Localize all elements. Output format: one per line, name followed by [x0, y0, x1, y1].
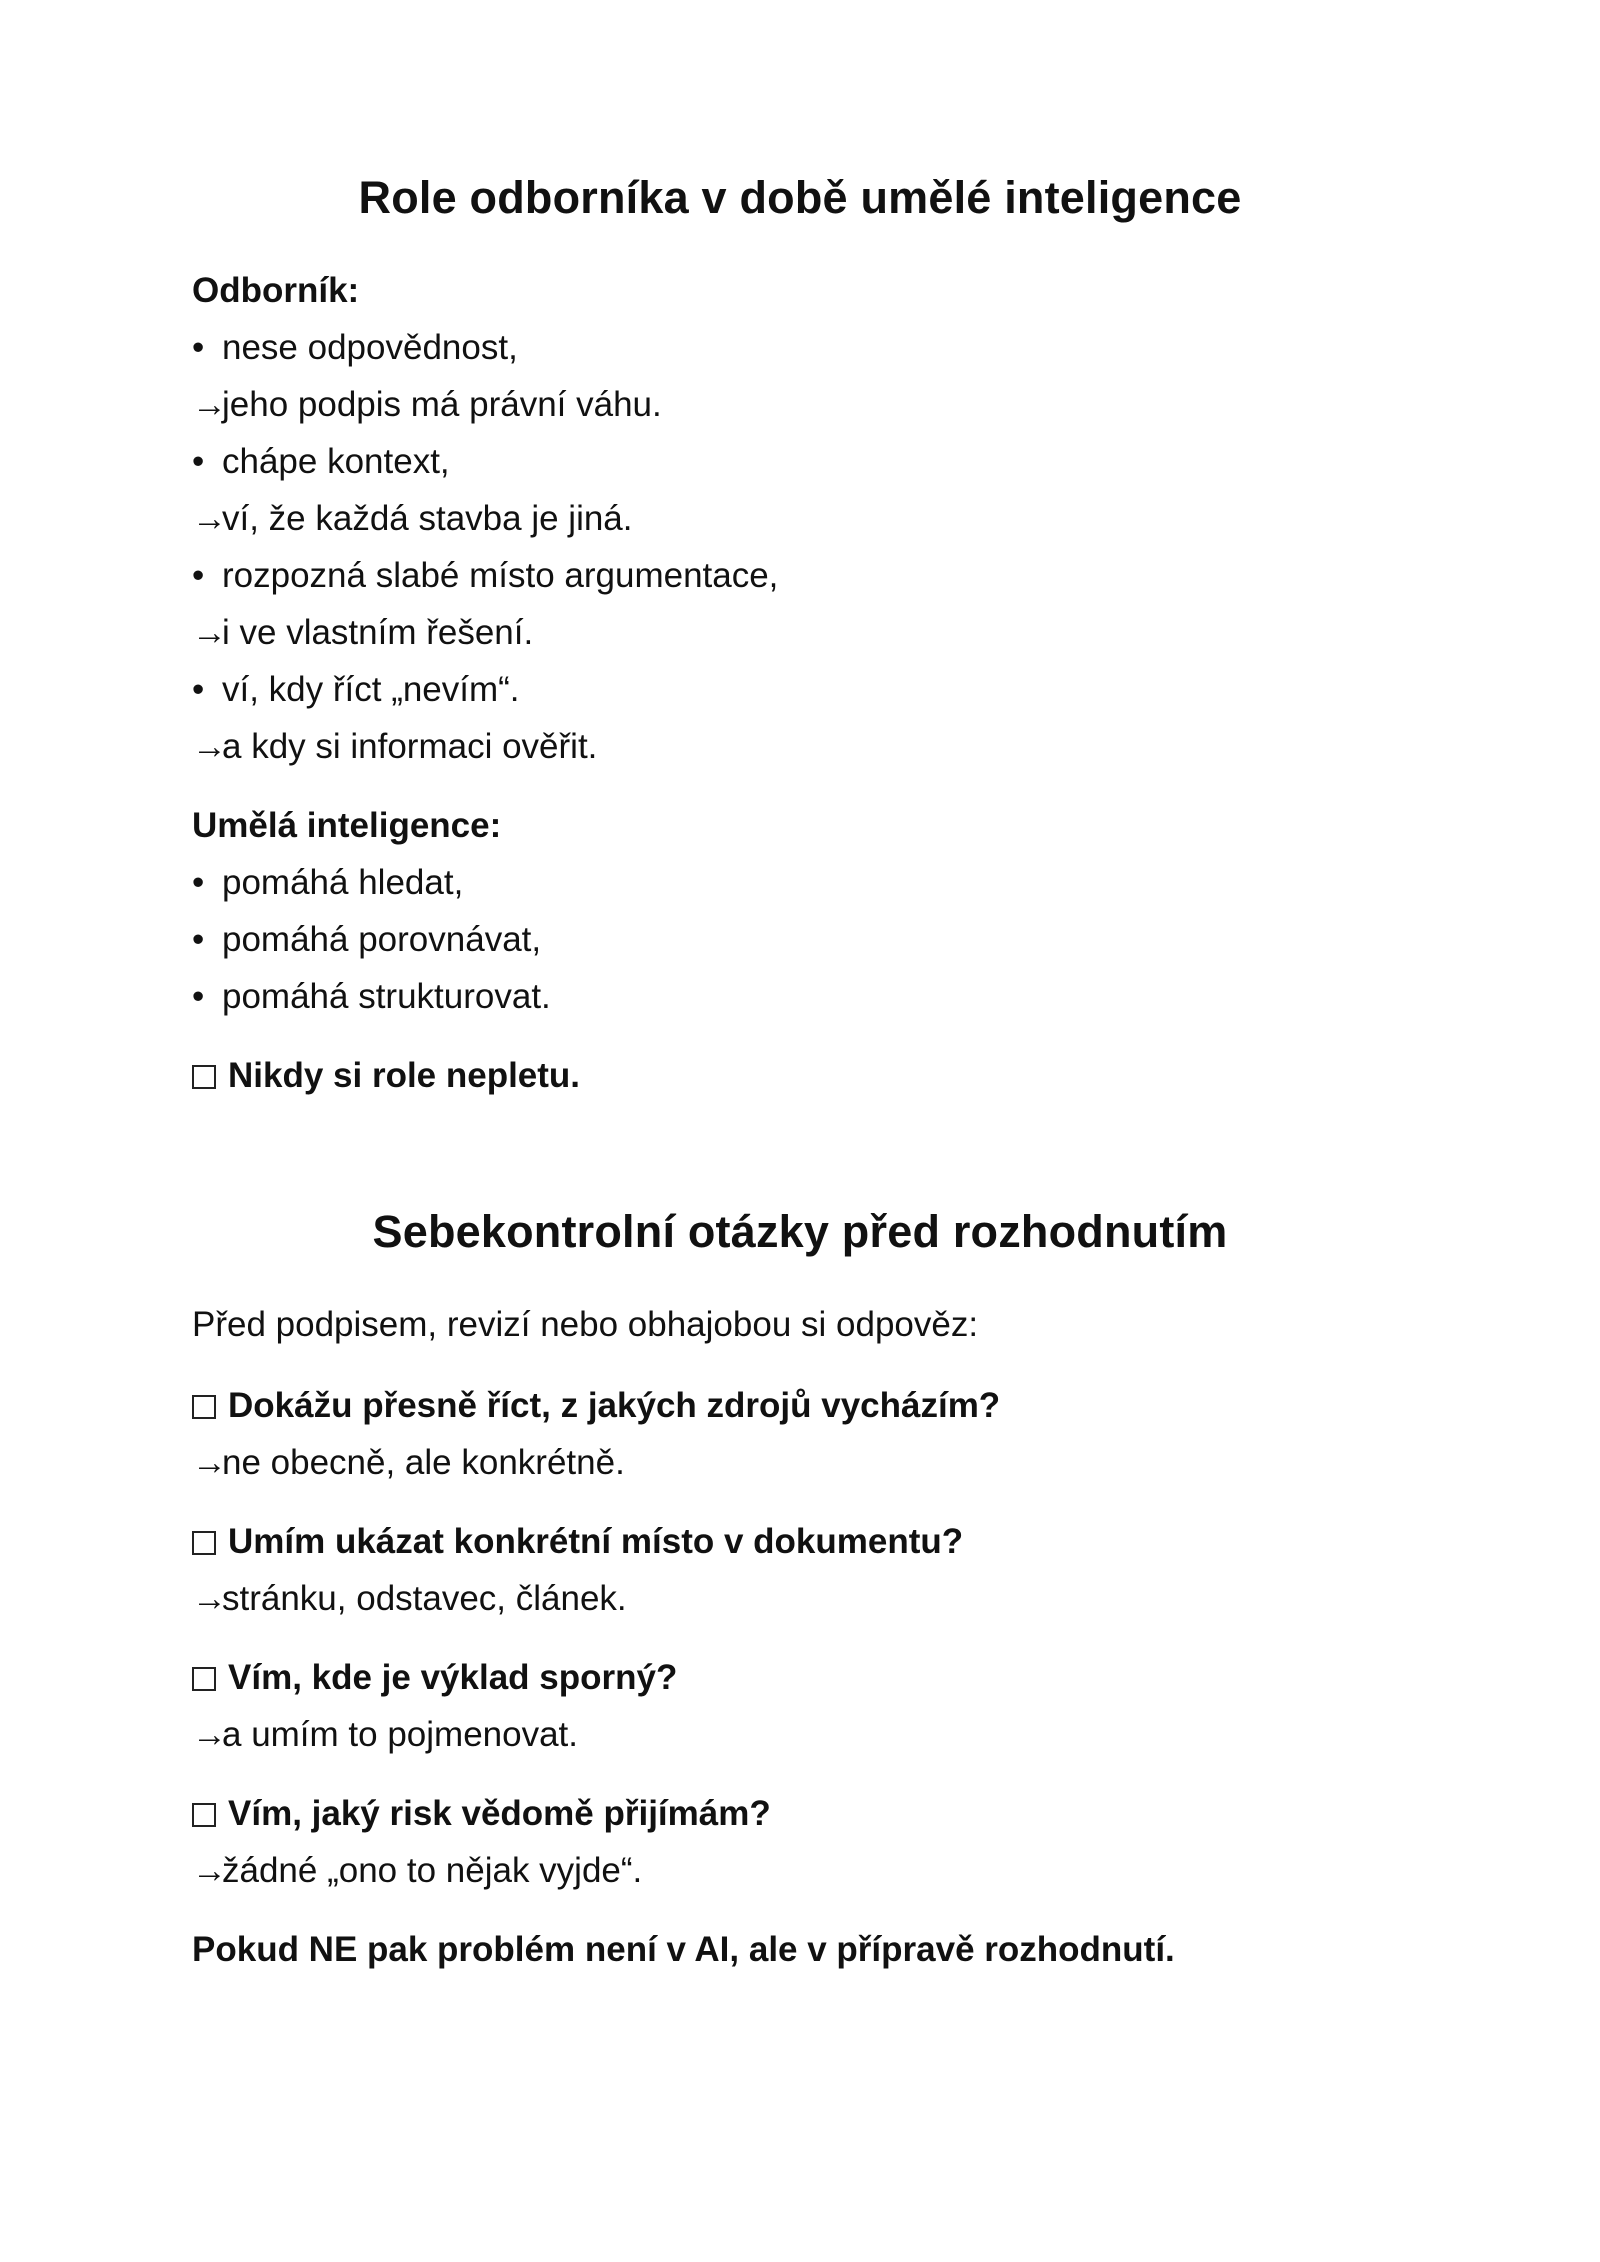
- arrow-right-icon: →: [192, 1579, 227, 1618]
- arrow-right-icon: →: [192, 1443, 227, 1482]
- spacer: [192, 1763, 1442, 1785]
- arrow-right-icon: →: [192, 499, 227, 538]
- bullet-icon: •: [192, 977, 205, 1016]
- list-item-text: pomáhá porovnávat,: [222, 920, 542, 959]
- spacer: [192, 775, 1442, 797]
- checklist-item-roles[interactable]: [192, 1047, 1442, 1104]
- list-item-text: ví, že každá stavba je jiná.: [222, 499, 633, 538]
- arrow-right-icon: →: [192, 385, 227, 424]
- bullet-icon: •: [192, 670, 205, 709]
- question-note-text: žádné „ono to nějak vyjde“.: [222, 1851, 643, 1890]
- checkbox-icon[interactable]: [192, 1065, 216, 1089]
- question-note: [192, 1706, 1442, 1763]
- list-item-text: nese odpovědnost,: [222, 328, 518, 367]
- arrow-right-icon: →: [192, 727, 227, 766]
- question-text: Dokážu přesně říct, z jakých zdrojů vycházím?: [228, 1386, 1001, 1425]
- question-item[interactable]: [192, 1377, 1442, 1434]
- self-check-section: [192, 1296, 1442, 1978]
- list-item-text: a kdy si informaci ověřit.: [222, 727, 598, 766]
- list-item: [192, 968, 1442, 1025]
- spacer: [192, 1025, 1442, 1047]
- spacer: [192, 1627, 1442, 1649]
- question-note: [192, 1434, 1442, 1491]
- question-item[interactable]: [192, 1649, 1442, 1706]
- expert-section: [192, 262, 1442, 1104]
- list-item: [192, 547, 1442, 604]
- list-item: [192, 433, 1442, 490]
- arrow-right-icon: →: [192, 1715, 227, 1754]
- bullet-icon: •: [192, 556, 205, 595]
- list-item-text: rozpozná slabé místo argumentace,: [222, 556, 779, 595]
- expert-heading: Odborník:: [192, 271, 360, 310]
- list-item-text: pomáhá hledat,: [222, 863, 464, 902]
- checkbox-icon[interactable]: [192, 1395, 216, 1419]
- list-item: [192, 718, 1442, 775]
- checkbox-icon[interactable]: [192, 1667, 216, 1691]
- checkbox-icon[interactable]: [192, 1531, 216, 1555]
- list-item: [192, 911, 1442, 968]
- ai-heading: Umělá inteligence:: [192, 806, 502, 845]
- question-note-text: a umím to pojmenovat.: [222, 1715, 578, 1754]
- section-title-self-check: Sebekontrolní otázky před rozhodnutím: [372, 1206, 1228, 1257]
- bullet-icon: •: [192, 328, 205, 367]
- list-item-text: ví, kdy říct „nevím“.: [222, 670, 520, 709]
- arrow-right-icon: →: [192, 1851, 227, 1890]
- list-item-text: chápe kontext,: [222, 442, 450, 481]
- checklist-item-text: Nikdy si role nepletu.: [228, 1056, 581, 1095]
- checkbox-icon[interactable]: [192, 1803, 216, 1827]
- bullet-icon: •: [192, 863, 205, 902]
- intro-text: Před podpisem, revizí nebo obhajobou si odpověz:: [192, 1305, 979, 1344]
- question-text: Umím ukázat konkrétní místo v dokumentu?: [228, 1522, 964, 1561]
- question-item[interactable]: [192, 1785, 1442, 1842]
- question-text: Vím, jaký risk vědomě přijímám?: [228, 1794, 771, 1833]
- bullet-icon: •: [192, 442, 205, 481]
- spacer: [192, 1491, 1442, 1513]
- list-item: [192, 490, 1442, 547]
- section-title-expert-role: Role odborníka v době umělé inteligence: [358, 172, 1242, 223]
- question-note: [192, 1570, 1442, 1627]
- question-item[interactable]: [192, 1513, 1442, 1570]
- question-note: [192, 1842, 1442, 1899]
- bullet-icon: •: [192, 920, 205, 959]
- spacer: [192, 1899, 1442, 1921]
- list-item-text: i ve vlastním řešení.: [222, 613, 534, 652]
- list-item: [192, 661, 1442, 718]
- list-item: [192, 854, 1442, 911]
- question-text: Vím, kde je výklad sporný?: [228, 1658, 678, 1697]
- list-item: [192, 376, 1442, 433]
- question-note-text: stránku, odstavec, článek.: [222, 1579, 627, 1618]
- list-item: [192, 319, 1442, 376]
- question-note-text: ne obecně, ale konkrétně.: [222, 1443, 625, 1482]
- list-item-text: jeho podpis má právní váhu.: [222, 385, 662, 424]
- spacer: [192, 1353, 1442, 1377]
- list-item-text: pomáhá strukturovat.: [222, 977, 551, 1016]
- arrow-right-icon: →: [192, 613, 227, 652]
- list-item: [192, 604, 1442, 661]
- conclusion-text: Pokud NE pak problém není v AI, ale v přípravě rozhodnutí.: [192, 1930, 1175, 1969]
